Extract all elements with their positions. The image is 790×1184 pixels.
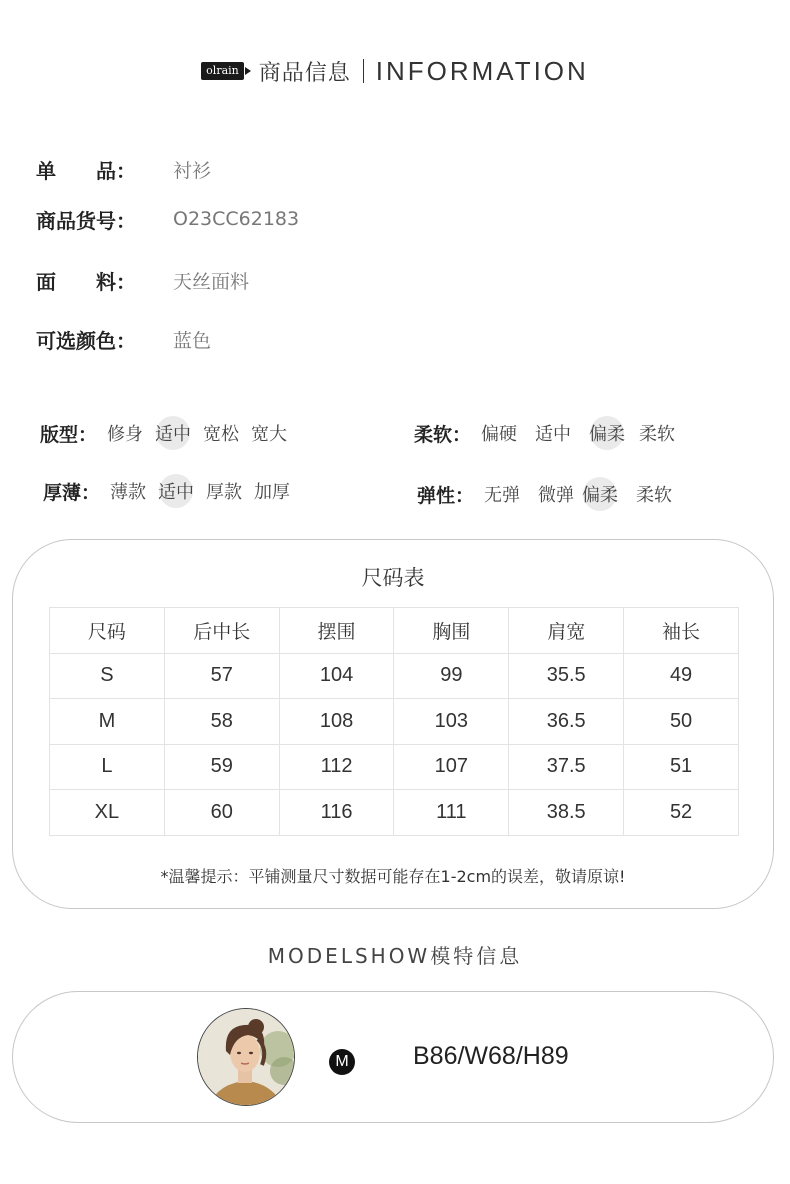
table-cell: XL [50,790,165,836]
table-cell: 99 [394,653,509,699]
table-cell: 49 [624,653,739,699]
info-row-sku [36,204,299,234]
scale-softness [414,417,687,449]
scale-label: 柔软： [414,423,472,446]
scale-option: 修身 [107,424,144,445]
info-row-color [36,324,211,354]
table-cell: 51 [624,744,739,790]
info-label: 面 料： [36,269,136,294]
model-measurements: B86/W68/H89 [413,1042,569,1070]
info-value: 天丝面料 [173,270,250,293]
table-row [50,699,739,745]
scale-option: 微弹 [538,485,575,506]
info-label: 单 品： [36,158,136,183]
table-cell: 50 [624,699,739,745]
scale-option-selected: 适中 [158,478,194,504]
table-cell: 103 [394,699,509,745]
header-title-en: INFORMATION [375,55,589,86]
table-header-row [50,608,739,654]
scale-option: 薄款 [110,482,147,503]
scale-option: 适中 [535,424,572,445]
info-value: O23CC62183 [173,208,300,230]
table-cell: 35.5 [509,653,624,699]
scale-option: 无弹 [484,485,521,506]
scale-option: 加厚 [254,482,291,503]
table-cell: M [50,699,165,745]
table-cell: 112 [279,744,394,790]
info-row-fabric [36,265,249,295]
scale-label: 厚薄： [43,481,101,504]
table-header-cell: 后中长 [164,608,279,654]
info-value: 蓝色 [173,329,212,352]
table-cell: 108 [279,699,394,745]
table-cell: 111 [394,790,509,836]
size-chart-card [12,539,774,909]
scale-option: 柔软 [636,485,673,506]
modelshow-title: MODELSHOW模特信息 [267,944,523,968]
scale-option: 宽大 [251,424,288,445]
table-cell: 37.5 [509,744,624,790]
scale-label: 弹性： [417,484,475,507]
table-header-cell: 肩宽 [509,608,624,654]
table-header-cell: 摆围 [279,608,394,654]
scale-label: 版型： [40,423,98,446]
scale-elasticity [417,478,684,510]
scale-option-selected: 适中 [155,420,191,446]
table-cell: 60 [164,790,279,836]
table-header-cell: 胸围 [394,608,509,654]
scale-option: 柔软 [639,424,676,445]
scale-option-selected: 偏柔 [582,481,618,507]
scale-option: 宽松 [203,424,240,445]
table-cell: 58 [164,699,279,745]
play-triangle-icon [245,67,251,75]
size-chart-title: 尺码表 [361,566,425,590]
table-header-cell: 袖长 [624,608,739,654]
info-value: 衬衫 [173,159,212,182]
table-cell: 57 [164,653,279,699]
model-size-badge: M [329,1049,355,1075]
info-label: 商品货号： [36,208,136,233]
table-row [50,744,739,790]
scale-option: 偏硬 [481,424,518,445]
scale-thickness [43,475,302,507]
size-table [49,607,739,836]
table-cell: 59 [164,744,279,790]
measurement-note: *温馨提示：平铺测量尺寸数据可能存在1-2cm的误差，敬请原谅! [160,867,626,886]
brand-logo-text: olrain [201,62,244,80]
table-cell: 52 [624,790,739,836]
header-title-cn: 商品信息 [258,60,351,86]
header-divider [363,59,364,83]
table-cell: S [50,653,165,699]
brand-logo [201,62,251,80]
table-cell: 107 [394,744,509,790]
scale-option-selected: 偏柔 [589,420,625,446]
table-cell: 116 [279,790,394,836]
table-cell: L [50,744,165,790]
model-portrait-image [198,1009,295,1106]
model-avatar [197,1008,295,1106]
scale-fit [40,417,299,449]
info-row-item [36,154,211,184]
model-card [12,991,774,1123]
info-header [0,52,790,90]
table-cell: 38.5 [509,790,624,836]
table-cell: 104 [279,653,394,699]
table-row [50,653,739,699]
table-cell: 36.5 [509,699,624,745]
table-header-cell: 尺码 [50,608,165,654]
table-row [50,790,739,836]
info-label: 可选颜色： [36,328,136,353]
scale-option: 厚款 [206,482,243,503]
